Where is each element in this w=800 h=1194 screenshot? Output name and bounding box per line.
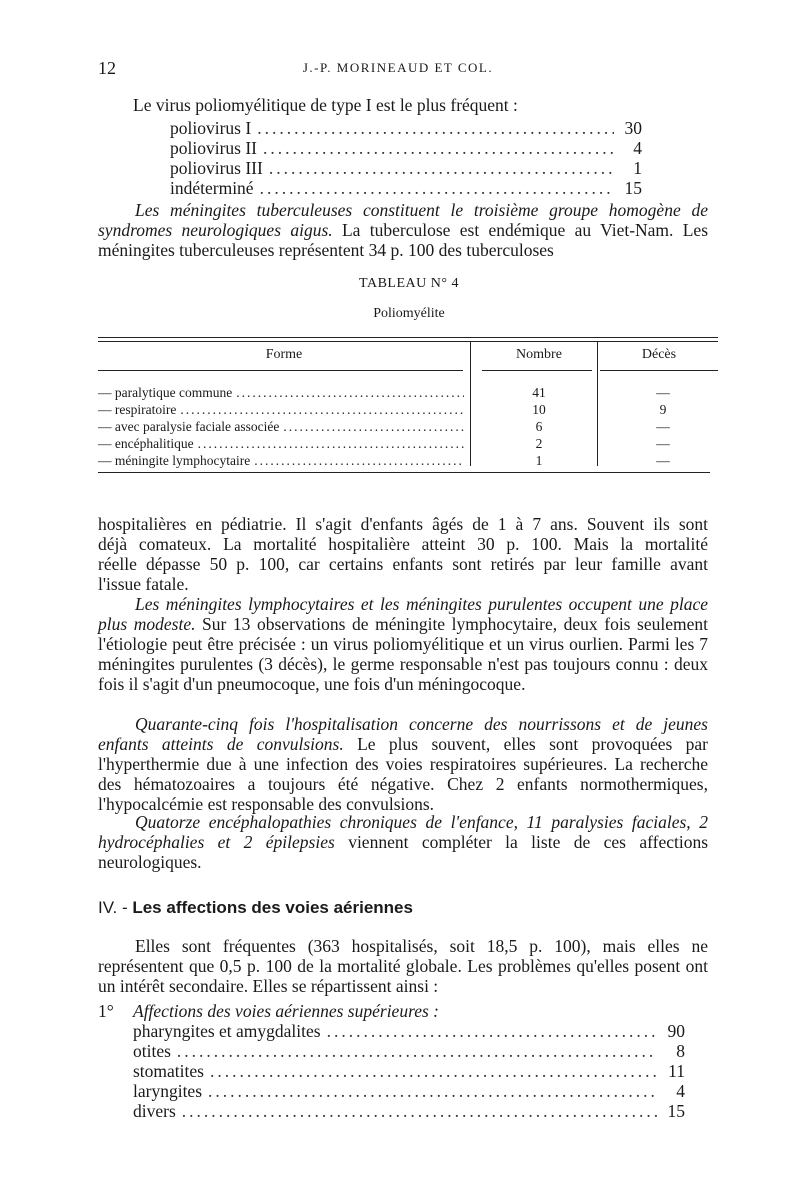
- encep-text: viennent compléter la liste de ces affections neurologiques.: [98, 832, 709, 872]
- table-row: [98, 384, 708, 401]
- text-line: l'issue fatale.: [98, 574, 189, 594]
- page-number: 12: [98, 58, 116, 78]
- table-title: TABLEAU N° 4: [359, 276, 459, 291]
- tb-paragraph: [98, 200, 708, 260]
- col-header-forme: Forme: [265, 347, 303, 362]
- encep-paragraph: [98, 812, 708, 872]
- cell-forme: — avec paralysie faciale associée: [98, 419, 280, 434]
- col-header-nombre: Nombre: [516, 347, 562, 362]
- item-value: 30: [624, 118, 642, 138]
- list-item: [133, 1101, 685, 1121]
- list-item: [133, 1061, 685, 1081]
- table-row: [98, 401, 708, 418]
- polio-intro: Le virus poliomyélitique de type I est le plus fréquent :: [133, 95, 518, 115]
- cell-forme: — encéphalitique: [98, 436, 194, 451]
- text-line: réelle dépasse 50 p. 100, car certains enfants sont retirés par leur famille avant: [98, 554, 708, 574]
- section-title: Les affections des voies aériennes: [132, 898, 413, 917]
- table-row: [98, 452, 708, 469]
- cell-forme: — méningite lymphocytaire: [98, 453, 251, 468]
- running-head: J.-P. MORINEAUD ET COL.: [302, 60, 494, 75]
- list-item: [170, 138, 642, 158]
- lympho-italic: Les méningites lymphocytaires et les méningites purulentes occupent une place plus modeste.: [98, 594, 708, 634]
- item-label: stomatites: [133, 1061, 204, 1081]
- cell-deces: —: [656, 436, 670, 451]
- aer-paragraph: Elles sont fréquentes (363 hospitalisés, soit 18,5 p. 100), mais elles ne représentent que 0,5 p. 100 de la mortalité globale. Les problèmes qu'elles posent ont un intérêt secondaire. Elles se répartissent ainsi :: [98, 936, 708, 996]
- convuls-text: Le plus souvent, elles sont provoquées par l'hyperthermie due à une infection des voies respiratoires supérieures. La recherche des hématozoaires a toujours été négative. Chez 2 enfants normothermiques, l'hypocalcémie est responsable des convulsions.: [98, 734, 709, 814]
- col-header-deces: Décès: [641, 347, 677, 362]
- list-item: [133, 1041, 685, 1061]
- section-number: IV. -: [98, 898, 128, 917]
- encep-italic: Quatorze encéphalopathies chroniques de l'enfance, 11 paralysies faciales, 2 hydrocéphalies et 2 épilepsies: [98, 812, 708, 852]
- convuls-italic: Quarante-cinq fois l'hospitalisation concerne des nourrissons et de jeunes enfants atteints de convulsions.: [98, 714, 708, 754]
- aer-list-heading: Affections des voies aériennes supérieures :: [133, 1001, 440, 1021]
- item-label: poliovirus III: [170, 158, 263, 178]
- list-item: [133, 1021, 685, 1041]
- convuls-paragraph: [98, 714, 708, 814]
- cell-forme: — paralytique commune: [98, 385, 233, 400]
- cell-deces: —: [656, 385, 670, 400]
- item-label: divers: [133, 1101, 176, 1121]
- tb-italic: Les méningites tuberculeuses constituent le troisième groupe homogène de syndromes neurologiques aigus.: [98, 200, 708, 240]
- cell-deces: 9: [659, 402, 667, 417]
- cell-nombre: 10: [532, 402, 546, 417]
- section-heading: [98, 898, 413, 918]
- cell-nombre: 6: [535, 419, 543, 434]
- text-line: hospitalières en pédiatrie. Il s'agit d'enfants âgés de 1 à 7 ans. Souvent ils sont: [98, 514, 708, 534]
- item-value: 90: [667, 1021, 685, 1041]
- item-label: poliovirus II: [170, 138, 258, 158]
- table-row: [98, 435, 708, 452]
- aer-list-number: 1°: [98, 1001, 114, 1021]
- lympho-text: Sur 13 observations de méningite lymphocytaire, deux fois seulement l'étiologie peut être précisée : un virus poliomyélitique et un virus ourlien. Parmi les 7 méningites purulentes (3 décès), le germe responsable n'est pas toujours connu : deux fois il s'agit d'un pneumocoque, une fois d'un méningocoque.: [98, 614, 709, 694]
- hospit-paragraph: [98, 514, 708, 594]
- item-value: 15: [624, 178, 642, 198]
- aer-list: [133, 1021, 685, 1121]
- list-item: [170, 178, 642, 198]
- list-item: [170, 158, 642, 178]
- cell-forme: — respiratoire: [98, 402, 177, 417]
- cell-nombre: 41: [532, 385, 546, 400]
- item-value: 15: [667, 1101, 685, 1121]
- item-value: 4: [633, 138, 642, 158]
- item-label: pharyngites et amygdalites: [133, 1021, 321, 1041]
- lympho-paragraph: [98, 594, 708, 694]
- item-value: 8: [676, 1041, 685, 1061]
- polio-list: [170, 118, 642, 198]
- item-value: 11: [668, 1061, 685, 1081]
- table-row: [98, 418, 708, 435]
- item-label: laryngites: [133, 1081, 203, 1101]
- tb-text: La tuberculose est endémique au Viet-Nam. Les méningites tuberculeuses représentent 34 p. 100 des tuberculoses: [98, 220, 709, 260]
- item-label: indéterminé: [170, 178, 254, 198]
- cell-nombre: 1: [535, 453, 543, 468]
- item-label: poliovirus I: [170, 118, 252, 138]
- cell-nombre: 2: [535, 436, 543, 451]
- cell-deces: —: [656, 453, 670, 468]
- list-item: [170, 118, 642, 138]
- item-value: 1: [633, 158, 642, 178]
- table-subtitle: Poliomyélite: [373, 306, 445, 321]
- cell-deces: —: [656, 419, 670, 434]
- text-line: déjà comateux. La mortalité hospitalière atteint 30 p. 100. Mais la mortalité: [98, 534, 708, 554]
- item-value: 4: [676, 1081, 685, 1101]
- item-label: otites: [133, 1041, 171, 1061]
- list-item: [133, 1081, 685, 1101]
